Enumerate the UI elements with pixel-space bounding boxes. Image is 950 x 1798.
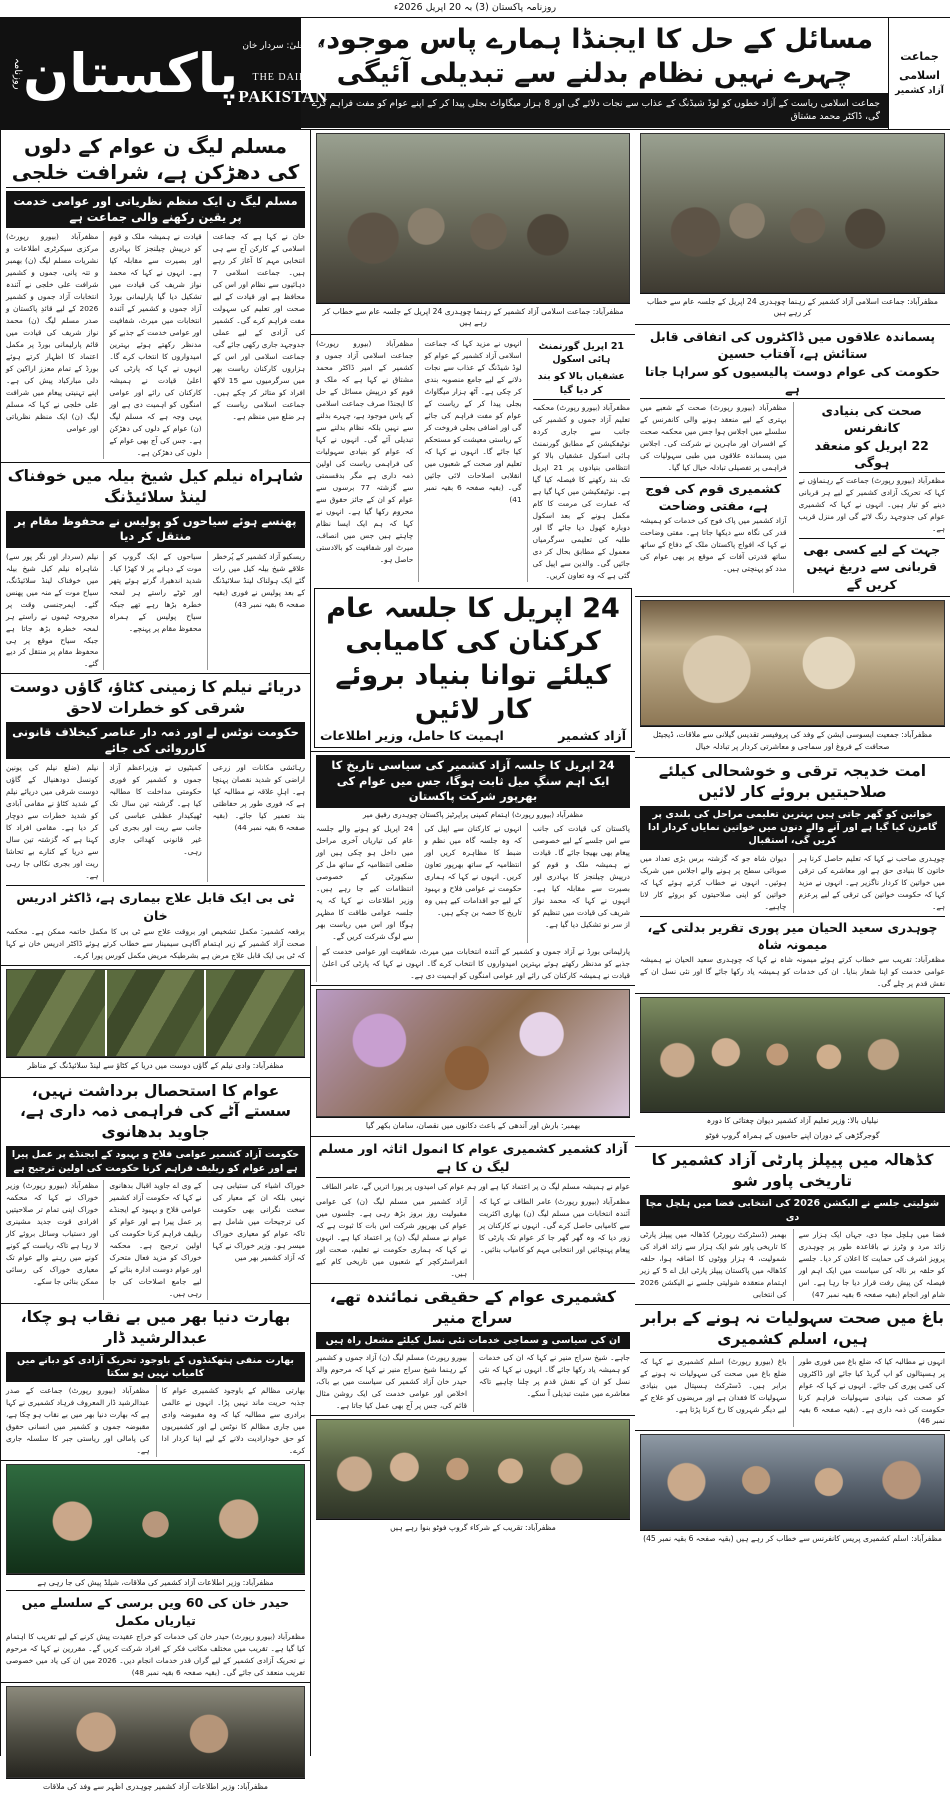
kashmir-army-body: آزاد کشمیر میں پاک فوج کی خدمات کو ہمیشہ قدر کی نگاہ سے دیکھا جاتا ہے۔ مفتی وضاحت نے کہا کہ افواج پاکستان ملک کے دفاع کے ساتھ ساتھ قدرتی آفات کے موقع پر بھی عوام کی مدد کو پہنچتی ہیں۔ [640,515,787,573]
article-health-conference [635,324,950,596]
center-bottom-photo-block [311,1415,635,1538]
newspaper-logo[interactable] [0,18,328,129]
food-minister-band: حکومت آزاد کشمیر عوامی فلاح و بہبود کے ایجنڈے پر عمل پیرا ہے اور عوام کو ریلیف فراہم کرنا حکومت کی اولین ترجیح ہے [6,1146,305,1177]
masthead [0,18,950,130]
health-conf-left-sub [640,402,787,593]
center-main-body-col3: پاکستان کی قیادت کی جانب سے اس جلسے کے لیے خصوصی پیغام بھی بھیجا جائے گا۔ قیادت نے ہمیشہ ملک و قوم کو درپیش چیلنجز کا بہادری اور بصیرت سے مقابلہ کیا ہے۔ انہوں نے کہا کہ محمد نواز شریف کی قیادت میں تنظیم کو از سر نو تشکیل دیا گیا ہے۔ [527,823,630,943]
landslide-photo [6,969,305,1057]
lead-headline: مسائل کے حل کا ایجنڈا ہمارے پاس موجود، چہرے نہیں نظام بدلنے سے تبدیلی آئیگی [315,24,874,90]
lead-sidebar [527,338,630,582]
jamaat-islami-logo[interactable] [888,18,950,129]
landslide-body-col3: ریسکیو آزاد کشمیر کے پُرخطر علاقے شیخ بیلہ کیل میں رات گئے ایک ہولناک لینڈ سلائیڈنگ کے بعد پولیس نے فوری (بقیہ صفحہ 6 بقیہ نمبر 43) [207,551,305,671]
health-conf-kicker-3: صحت کی بنیادی کانفرنس [821,402,922,436]
jihad-body: مظفرآباد (بیورو رپورٹ) جماعت کے رہنماؤں نے کہا کہ تحریک آزادی کشمیر کے لیے ہر قربانی دینے کو تیار ہیں۔ انہوں نے کہا کہ کشمیری عوام کی جدوجہد رنگ لائے گی اور منزل قریب ہے۔ [798,475,945,533]
siraj-munir-headline: کشمیری عوام کے حقیقی نمائندہ تھے، سراج منیر [329,1288,617,1327]
lead-photo-block [311,130,635,334]
center-mid-body-col1: آزاد کشمیر میں مسلم لیگ (ن) کی عوامی مقبولیت روز بروز بڑھ رہی ہے۔ جلسوں میں عوام کی بھرپور شرکت اس بات کا ثبوت ہے کہ عوام نے مسلم لیگ (ن) پر اعتماد کیا ہے۔ انہوں نے کہا کہ ہماری حکومت نے تعلیم، صحت اور انفراسٹرکچر کے شعبوں میں تاریخی کام کیے ہیں۔ [316,1197,467,1279]
article-river-erosion [1,673,310,965]
logo-wordmark-urdu: پاکستان [23,41,239,105]
debris-photo-block [311,985,635,1136]
center-main-body-col4: پارلیمانی بورڈ نے آزاد جموں و کشمیر کے آئندہ انتخابات میں میرٹ، شفافیت اور عوامی خدمت کے جذبے کو مدنظر رکھتے ہوئے بہترین امیدواروں کا انتخاب کرے گا۔ انہوں نے کہا کہ پارٹی کی اعلیٰ قیادت نے ہمیشہ کارکنان کی رائے اور عوامی امنگوں کو اہمیت دی ہے۔ [316,946,630,982]
landslide-headline-2: پھنسے ہوئے سیاحوں کو پولیس نے محفوظ مقام پر منتقل کر دیا [6,511,305,548]
lead-photo-caption: مظفرآباد: جماعت اسلامی آزاد کشمیر کے رہنما چوہدری 24 اپریل کے جلسہ عام سے خطاب کر رہے ہیں [316,303,630,331]
muslim-league-body-col1: مظفرآباد (بیورو رپورٹ) مرکزی سیکرٹری اطلاعات و نشریات مسلم لیگ (ن) بھمبر و تتہ پانی، جموں و کشمیر شرافت علی خلجی نے آئندہ انتخابات آزاد جموں و کشمیر 2026 کے لیے قائدِ پاکستان و صدر مسلم لیگ (ن) محمد نواز شریف کی قیادت میں قائم پارلیمانی بورڈ پر مکمل اعتماد کا اظہار کرتے ہوئے بورڈ کے تمام معزز اراکین کو دلی مبارکباد پیش کی ہے۔ اپنے تہنیتی پیغام میں شرافت علی خلجی نے کہا کہ مسلم لیگ (ن) ایک منظم نظریاتی اور عوامی [6,232,99,433]
group-photo-caption-1: نیلیاں بالا: وزیر تعلیم آزاد کشمیر دیوان چغتائی کا دورہ [640,1112,945,1128]
center-bottom-photo-caption: مظفرآباد: تقریب کے شرکاء گروپ فوٹو بنوا رہے ہیں [316,1519,630,1535]
center-main-banner: 24 اپریل کا جلسہ آزاد کشمیر کی سیاسی تاریخ کا ایک اہم سنگِ میل ثابت ہوگا، جس میں عوام کی بھرپور شرکت پاکستان [316,755,630,808]
ch-saeed-headline: چوہدری سعید الحیان میر پوری تقریر بدلتی کے، میمونہ شاہ [640,916,945,954]
bagh-health-headline: باغ میں صحت سہولیات نہ ہونے کے برابر ہیں، اسلم کشمیری [640,1308,945,1353]
lead-body-col1: مظفرآباد (بیورو رپورٹ) جماعت اسلامی آزاد جموں و کشمیر کے امیر ڈاکٹر محمد مشتاق نے کہا ہے کہ ملک و قوم کو درپیش مسائل کے حل کا ایجنڈا صرف جماعت اسلامی کے پاس موجود ہے، چہرے بدلنے سے نہیں بلکہ نظام بدلنے سے تبدیلی آئے گی۔ انہوں نے کہا کہ عوام کو بنیادی سہولیات کی فراہمی ریاست کی اولین ذمہ داری ہے مگر بدقسمتی سے گزشتہ 77 برسوں سے عوام کو ان کے جائز حقوق سے محروم رکھا گیا ہے۔ انہوں نے کہا کہ ہم ایک ایسا نظام چاہتے ہیں جس میں انصاف، میرٹ اور شفافیت کو بالادستی حاصل ہو۔ [316,338,414,564]
lead-photo [316,133,630,303]
river-erosion-headline: دریائے نیلم کا زمینی کٹاؤ، گاؤں دوست شرقی کو خطرات لاحق [9,678,302,718]
siraj-munir-body-col1: بیورو رپورٹ) مسلم لیگ (ن) آزاد جموں و کشمیر کے رہنما شیخ سراج منیر نے کہا کہ مرحوم والد حیدر خان آزاد کشمیر کی سیاست میں بے باک، اخلاص اور عوامی خدمت کی ایک روشن مثال قائم کی، جس پر آج بھی عمل کیا جاتا ہے۔ [316,1353,467,1411]
ppp-powershow-body-col1: بھمبر (ڈسٹرکٹ رپورٹر) کڈھالہ میں پیپلز پارٹی کا تاریخی پاور شو ایک ہزار سے زائد افراد کی شمولیت، 4 ہزار ووٹوں کا اضافہ ہوا، حلقہ کڈھالہ میں پاکستان پیپلز پارٹی ایل اے 5 کے زیر اہتمام منعقدہ شولیتی جلسے نے الیکشن 2026 کی انتخابی [640,1229,787,1299]
article-muslim-league [1,130,310,462]
landslide-photo-caption: مظفرآباد: وادی نیلم کے گاؤں دوست میں دریا کے کٹاؤ سے لینڈ سلائیڈنگ کے مناظر [6,1057,305,1073]
center-main-body-col2: انہوں نے کارکنان سے اپیل کی کہ وہ جلسہ گاہ میں نظم و ضبط کا مظاہرہ کریں اور انتظامیہ کے ساتھ بھرپور تعاون کریں۔ انہوں نے کہا کہ ہماری حکومت نے عوامی فلاح و بہبود کے لیے جو اقدامات کیے ہیں وہ تاریخ کا حصہ بن چکے ہیں۔ [418,823,521,943]
muslim-league-subband: مسلم لیگ ن ایک منظم نظریاتی اور عوامی خدمت پر یقین رکھنے والی جماعت ہے [6,191,305,228]
group-photo-block [635,993,950,1147]
tb-body: برقعہ کشمیر: مکمل تشخیص اور بروقت علاج سے ٹی بی کا مکمل خاتمہ ممکن ہے۔ محکمہ صحت آزاد کشمیر کے زیر اہتمام آگاہی سیمینار سے خطاب کرتے ہوئے ڈاکٹر ادریس خان نے کہا کہ ٹی بی ایک قابل علاج مرض ہے بشرطیکہ مریض مکمل کورس پورا کرے۔ [6,927,305,961]
landslide-body-col1: نیلم (سردار اور نگر پور سے) شاہراہ نیلم کیل شیخ بیلہ میں خوفناک لینڈ سلائیڈنگ، سیاح موت کے منہ میں پھنس گئے۔ ایمرجنسی وقت پر مجروحہ ٹیموں نے راستے ہر لمحہ خطرہ بڑھ جاتا ہے جبکہ سیاح موقع پر ہی محفوظ مقام پر منتقل کر دیے گئے۔ [6,551,99,669]
center-mid-band: عوام نے ہمیشہ مسلم لیگ ن پر اعتماد کیا ہے اور ہم عوام کی امیدوں پر پورا اتریں گے، عامر الطاف [321,1182,630,1192]
article-bagh-health [635,1304,950,1431]
health-conf-kicker-1: پسماندہ علاقوں میں ڈاکٹروں کی اتفاقی قابل ستائش ہے، آفتاب حسین [649,328,936,362]
lead-body-block [311,334,635,585]
right-bottom-photo-block [1,1682,310,1797]
umma-body-col2: چوہدری صاحب نے کہا کہ تعلیم حاصل کرنا ہر خاتون کا بنیادی حق ہے اور معاشرے کی ترقی میں خواتین کا کردار ناگزیر ہے۔ انہوں نے مزید کہا کہ حکومت خواتین کی ترقی کے لیے پرعزم ہے۔ [793,853,946,913]
india-exposed-band: بھارت منفی ہتھکنڈوں کے باوجود تحریک آزادی کو دبانے میں کامیاب نہیں ہو سکتا [6,1352,305,1383]
lead-sidebar-kicker-2: عشقیاں بالا کو بند کر دیا گیا [533,368,630,400]
food-minister-headline: عوام کا استحصال برداشت نہیں، سستے آٹے کی فراہمی ذمہ داری ہے، جاوید بدھانوی [19,1081,292,1142]
article-ppp-powershow [635,1146,950,1303]
ppp-powershow-headline-1: کڈھالہ میں پیپلز پارٹی آزاد کشمیر کا تاریخی پاور شو [651,1151,934,1191]
bagh-health-body-col2: انہوں نے مطالبہ کیا کہ ضلع باغ میں فوری طور پر ہسپتالوں کو اپ گریڈ کیا جائے اور ڈاکٹروں کی کمی پوری کی جائے۔ انہوں نے کہا کہ عوام کو صحت کی بنیادی سہولیات فراہم کرنا حکومت کی ذمہ داری ہے۔ (بقیہ صفحہ 6 بقیہ نمبر 46) [793,1356,946,1428]
center-main-headline-block [314,588,632,749]
column-left [635,130,950,1756]
center-main-body-col1: 24 اپریل کو ہونے والے جلسہ عام کی تیاریاں آخری مراحل میں داخل ہو چکی ہیں اور ضلعی انتظامیہ کے ساتھ مل کر سکیورٹی کے خصوصی انتظامات کیے جا رہے ہیں۔ وزیر اطلاعات نے کہا کہ یہ جلسہ عوامی طاقت کا مظہر ہوگا اور اس میں ریاست بھر سے لوگ شرکت کریں گے۔ [316,823,414,941]
landslide-photo-frame-2 [107,970,205,1056]
debris-photo [316,989,630,1117]
health-conf-kicker-4: 22 اپریل کو منعقد ہوگی [799,437,946,473]
logo-editor-line: مدیر اعلیٰ: سردار خان نیازی [242,41,328,65]
ji-logo-line-3: آزاد کشمیر [895,85,944,96]
haider-anniversary-headline: حیدر خان کی 60 ویں برسی کے سلسلے میں تیاریاں مکمل [6,1590,305,1629]
india-exposed-body-col2: بھارتی مظالم کے باوجود کشمیری عوام کا جذبہ حریت ماند نہیں پڑا۔ انہوں نے عالمی برادری سے مطالبہ کیا کہ وہ مقبوضہ وادی میں جاری مظالم کا نوٹس لے اور کشمیریوں کو حق خودارادیت دلانے کے لیے اپنا کردار ادا کرے۔ [156,1385,306,1457]
river-erosion-band: حکومت نوٹس لے اور ذمہ دار عناصر کیخلاف قانونی کارروائی کی جائے [6,722,305,759]
room-photo [640,600,945,726]
room-photo-block [635,596,950,757]
ji-logo-line-2: اسلامی [899,68,940,82]
umma-band: خواتین کو گھر جاتی ہیں بہترین تعلیمی مراحل کی بلندی پر گامزن کیا گیا ہے اور آنے والے دنوں میں خواتین نمایاں کردار ادا کریں گی، استقبال [640,806,945,850]
india-exposed-headline: بھارت دنیا بھر میں بے نقاب ہو چکا، عبدالرشید ڈار [20,1307,291,1347]
muslim-league-headline: مسلم لیگ ن عوام کے دلوں کی دھڑکن ہے، شرافت خلجی [6,133,305,188]
group-photo [640,997,945,1112]
column-middle [310,130,635,1756]
page-date-text: روزنامہ پاکستان (3) بہ 20 اپریل 2026ء [393,2,557,14]
center-mid-body-col2: مظفرآباد (بیورو رپورٹ) عامر الطاف نے کہا کہ آئندہ انتخابات میں مسلم لیگ (ن) بھاری اکثریت سے کامیابی حاصل کرے گی۔ انہوں نے کارکنان پر زور دیا کہ وہ گھر گھر جا کر عوام تک پارٹی کا پیغام پہنچائیں اور انتخابی مہم کو کامیاب بنائیں۔ [473,1196,630,1280]
ch-saeed-body: مظفرآباد: تقریب سے خطاب کرتے ہوئے میمونہ شاہ نے کہا کہ چوہدری سعید الحیان نے ہمیشہ عوامی خدمت کو اپنا شعار بنایا۔ ان کی خدمات کو ہمیشہ یاد رکھا جائے گا اور نئی نسل ان کے نقش قدم پر چلے گی۔ [640,954,945,988]
page-date-strip [0,0,950,18]
article-umma [635,757,950,993]
lead-sidebar-body: مظفرآباد (بیورو رپورٹ) محکمہ تعلیم آزاد جموں و کشمیر کی جانب سے جاری کردہ نوٹیفکیشن کے مطابق گورنمنٹ ہائی اسکول عشقیاں بالا کو انتظامی بنیادوں پر 21 اپریل تک بند رکھنے کا فیصلہ کیا گیا ہے۔ نوٹیفکیشن میں کہا گیا ہے کہ عمارت کی مرمت کا کام مکمل ہونے کے بعد اسکول دوبارہ کھول دیا جائے گا اور طلبہ کی تعلیمی سرگرمیاں معمول کے مطابق بحال کر دی جائیں گی۔ والدین سے اپیل کی گئی ہے کہ وہ تعاون کریں۔ [532,402,630,580]
center-main-headline: 24 اپریل کا جلسہ عام کرکنان کی کامیابی کیلئے توانا بنیاد بروئے کار لائیں [326,592,620,725]
left-lead-photo-block [635,130,950,324]
logo-english-the-daily: THE DAILY [252,71,314,83]
tb-headline: ٹی بی ایک قابل علاج بیماری ہے، ڈاکٹر ادریس خان [6,885,305,924]
health-conf-kicker-2: حکومت کی عوام دوست پالیسیوں کو سراہا جاتا ہے [640,363,945,399]
muslim-league-body-col3: خان نے کہا ہے کہ جماعت اسلامی کے کارکن آج سے ہی انتخابی مہم کا آغاز کر رہے ہیں۔ جماعت اسلامی 7 دہائیوں سے نظام اور اس کی محافظ ہے اور قیادت کے لیے صحت اور تعلیم کی سہولت مفت فراہم کرے گی۔ کشمیر کی آزادی کے لیے عملی جدوجہد جاری رکھی جائے گی، جماعت اسلامی اور اس کے ہزاروں کارکنان ریاست بھر میں سرگرمیوں سے 15 لاکھ افراد کو متاثر کر چکے ہیں۔ جماعت اسلامی ریاست کے ہر ضلع میں منظم ہے۔ [207,231,305,459]
logo-roznama-label: روزنامہ [12,57,23,90]
presser-photo-block [635,1430,950,1549]
bagh-health-body-col1: باغ (بیورو رپورٹ) اسلم کشمیری نے کہا کہ ضلع باغ میں صحت کی سہولیات نہ ہونے کے برابر ہیں۔ ڈسٹرکٹ ہسپتال میں بنیادی سہولیات کا فقدان ہے اور مریضوں کو علاج کے لیے دیگر شہروں کا رخ کرنا پڑتا ہے۔ [640,1356,787,1414]
content-grid [0,130,950,1792]
landslide-headline-1: شاہراہ نیلم کیل شیخ بیلہ میں خوفناک لینڈ سلائیڈنگ [7,466,304,506]
award-photo-caption: مظفرآباد: وزیر اطلاعات آزاد کشمیر کی ملاقات، شیلڈ پیش کی جا رہی ہے [6,1574,305,1590]
ppp-powershow-body-col2: فضا میں ہلچل مچا دی، جہاں ایک ہزار سے زائد مرد و وٹرز نے باقاعدہ طور پر چوہدری پرویز اشرف کی حمایت کا اعلان کر دیا۔ جلسے کو حلقہ بر نالہ کی سیاست میں ایک اہم اور فیصلہ کن پیش رفت قرار دیا جا رہا ہے۔ اس شام اور انجام (بقیہ صفحہ 6 بقیہ نمبر 47) [793,1229,946,1301]
health-conf-body: مظفرآباد (بیورو رپورٹ) صحت کے شعبے میں بہتری کے لیے منعقد ہونے والی کانفرنس کے سلسلے میں اجلاس ہوا جس میں محکمہ صحت کے افسران اور ماہرین نے شرکت کی۔ اجلاس میں پسماندہ علاقوں میں طبی سہولیات کی فراہمی پر تفصیلی تبادلہ خیال کیا گیا۔ [640,402,787,472]
haider-anniversary-body: مظفرآباد (بیورو رپورٹ) حیدر خان کی خدمات کو خراج عقیدت پیش کرنے کے لیے تقریب کا اہتمام کیا گیا ہے۔ تقریب میں مختلف مکاتب فکر کے افراد شرکت کریں گے۔ مقررین نے کہا کہ مرحوم نے تحریک آزادی کشمیر کے لیے گراں قدر خدمات انجام دیں۔ 2026 میں ان کی یاد میں خصوصی تقریب منعقد کی جائے گی۔ (بقیہ صفحہ 6 بقیہ نمبر 48) [6,1632,306,1678]
health-conf-right-sub [793,402,946,593]
presser-photo-caption: مظفرآباد: اسلم کشمیری پریس کانفرنس سے خطاب کر رہے ہیں (بقیہ صفحہ 6 بقیہ نمبر 45) [640,1530,945,1546]
lead-body-col2: انہوں نے مزید کہا کہ جماعت اسلامی آزاد کشمیر کے عوام کو لوڈ شیڈنگ کے عذاب سے نجات دلانے کے لیے جامع منصوبہ بندی کر چکی ہے۔ آٹھ ہزار میگاواٹ بجلی پیدا کر کے ریاست کے عوام کو مفت فراہم کی جائے گی اور اضافی بجلی فروخت کر کے ریاستی معیشت کو مستحکم کیا جائے گا۔ انہوں نے کہا کہ تعلیم اور صحت کے شعبوں میں انقلابی اصلاحات لائی جائیں گی۔ (بقیہ صفحہ 6 بقیہ نمبر 41) [418,338,521,582]
center-main-banner-block [311,751,635,985]
lead-sidebar-kicker-1: 21 اپریل گورنمنٹ ہائی اسکول [538,340,625,366]
article-center-mid [311,1136,635,1283]
river-erosion-body-col2: کمیٹیوں نے وزیراعظم آزاد جموں و کشمیر کو فوری حکومتی مداخلت کا مطالبہ کیا ہے۔ گزشتہ تین سال تک ٹھیکیدار عظمٰی عباسی کی جانب سے ریت اور بجری کی غیر قانونی کھدائی جاری رہی۔ [103,762,201,882]
article-landslide [1,462,310,674]
article-india-exposed [1,1303,310,1460]
left-lead-photo [640,133,945,293]
muslim-league-body-col2: قیادت نے ہمیشہ ملک و قوم کو درپیش چیلنجز کا بہادری اور بصیرت سے مقابلہ کیا ہے۔ انہوں نے کہا کہ محمد نواز شریف کی قیادت میں تشکیل دیا گیا پارلیمانی بورڈ آزاد جموں و کشمیر کے آئندہ انتخابات میں میرٹ، شفافیت اور عوامی خدمت کے جذبے کو مدنظر رکھتے ہوئے بہترین امیدواروں کا انتخاب کرے گا۔ انہوں نے کہا کہ پارٹی کی اعلیٰ قیادت نے ہمیشہ کارکنان کی رائے اور عوامی امنگوں کو اہمیت دی ہے اور یہی وجہ ہے کہ مسلم لیگ (ن) عوام کے دلوں کی دھڑکن ہے۔ جس کی آج بھی عوام کے دلوں کی دھڑکن ہے۔ [103,231,201,459]
award-photo-block [1,1460,310,1682]
umma-headline: امت خدیجہ ترقی و خوشحالی کیلئے صلاحیتیں بروئے کار لائیں [658,761,927,801]
india-exposed-body-col1: مظفرآباد (بیورو رپورٹ) جماعت کے صدر عبدالرشید ڈار المعروف فرہاد کشمیری نے کہا ہے کہ بھارت دنیا بھر میں بے نقاب ہو چکا ہے، مقبوضہ جموں و کشمیر میں انسانی حقوق کی پامالی اور ریاستی جبر کا سلسلہ جاری ہے۔ [6,1386,150,1456]
center-bottom-photo [316,1419,630,1519]
lead-headline-block [300,18,888,129]
lead-subheadline: جماعت اسلامی ریاست کے آزاد خطوں کو لوڈ شیڈنگ کے عذاب سے نجات دلائے گی اور 8 ہزار میگاواٹ بجلی پیدا کر کے اپنے عوام کو مفت فراہم کرے گی، ڈاکٹر محمد مشتاق [301,93,888,128]
article-siraj-munir [311,1283,635,1415]
river-erosion-body-col1: نیلم (ضلع نیلم کی یونین کونسل دودھنیال کے گاؤں دوست شرقی میں دریائے نیلم کے شدید کٹاؤ نے مقامی آبادی کو شدید خطرات سے دوچار کر دیا ہے۔ مقامی افراد کا کہنا ہے کہ گزشتہ تین سال سے دریا کے کنارے بے تحاشا ریت اور بجری نکالی جا رہی ہے۔ [6,763,99,881]
food-minister-body-col3: خوراک اشیاء کی ستیابی ہی نہیں بلکہ ان کے معیار کی سخت نگرانی بھی حکومت کی ترجیحات میں شامل ہے تاکہ عوام کو معیاری خوراک میسر ہو۔ وزیر خوراک نے کہا کہ آزاد کشمیر بھر میں [207,1180,305,1300]
column-right [0,130,310,1792]
article-food-minister [1,1077,310,1303]
river-erosion-body-col3: رہائشی مکانات اور زرعی اراضی کو شدید نقصان پہنچا ہے۔ اہلِ علاقہ نے مطالبہ کیا ہے کہ فوری طور پر حفاظتی بند تعمیر کیا جائے۔ (بقیہ صفحہ 6 بقیہ نمبر 44) [207,762,305,882]
siraj-munir-body-col2: جاہے۔ شیخ سراج منیر نے کہا کہ ان کی خدمات کو ہمیشہ یاد رکھا جائے گا۔ انہوں نے کہا کہ نئی نسل کو ان کے نقش قدم پر چلنا چاہیے تاکہ معاشرے میں مثبت تبدیلی آ سکے۔ [473,1352,630,1412]
food-minister-body-col1: مظفرآباد (بیورو رپورٹ) وزیر خوراک نے کہا کہ محکمہ خوراک اپنی تمام تر صلاحیتیں افرادی قوت جدید مشینری اور دستیاب وسائل بروئے کار لا رہا ہے تاکہ ریاست کے کونے کونے میں رہنے والے عوام تک معیاری خوراک کی رسائی ممکن بنائی جا سکے۔ [6,1180,99,1286]
jihad-headline: جہت کے لیے کسی بھی قربانی سے دریغ نہیں کریں گے [799,538,946,594]
right-bottom-photo-caption: مظفرآباد: وزیر اطلاعات آزاد کشمیر چوہدری اظہر سے وفد کی ملاقات [6,1778,305,1794]
landslide-photo-block [1,965,310,1076]
siraj-munir-band: ان کی سیاسی و سماجی خدمات نئی نسل کیلئے مشعل راہ ہیں [316,1332,630,1349]
right-bottom-photo [6,1686,305,1778]
left-lead-photo-caption: مظفرآباد: جماعت اسلامی آزاد کشمیر کے رہنما چوہدری 24 اپریل کے جلسہ عام سے خطاب کر رہے ہیں [640,293,945,321]
logo-english-pakistan: PAKISTAN [238,86,328,106]
umma-body-col1: دیوان شاہ جو کہ گزشتہ برس بڑی تعداد میں صوبائی سطح پر ہونے والے اجلاس میں شریک ہوئیں۔ انہوں نے خطاب کرتے ہوئے کہا کہ خواتین کو اپنی صلاحیتوں کو بروئے کار لانا چاہیے۔ [640,853,787,911]
debris-photo-caption: بھمبر: بارش اور آندھی کے باعث دکانوں میں نقصان، سامان بکھر گیا [316,1117,630,1133]
center-main-kicker-left: آزاد کشمیر [558,727,626,743]
award-photo [6,1464,305,1574]
food-minister-body-col2: کے وی اے جاوید اقبال بدھانوی نے کہا کہ حکومت آزاد کشمیر عوامی فلاح و بہبود کے ایجنڈے پر عمل پیرا ہے اور عوام کو ریلیف فراہم کرنا حکومت کی اولین ترجیح ہے۔ محکمہ خوراک کو مزید فعال متحرک اور عوام دوست ادارہ بنانے کے لیے جامع اصلاحات کی جا رہی ہیں۔ [103,1180,201,1300]
ji-logo-line-1: جماعت [900,50,939,64]
landslide-photo-frame-3 [7,970,105,1056]
kashmir-army-headline: کشمیری قوم کی فوج ہے، مفتی وضاحت [640,477,787,515]
ppp-powershow-headline-2: شولیتی جلسے نے الیکشن 2026 کی انتخابی فضا میں ہلچل مچا دی [640,1195,945,1226]
landslide-photo-frame-1 [206,970,304,1056]
presser-photo [640,1434,945,1530]
center-main-byline: مظفرآباد (بیورو رپورٹ) اہتمام کمپنی پراپرٹیز پاکستان چوہدری رفیق میر [362,809,584,819]
center-main-kicker-right: اہمیت کا حامل، وزیر اطلاعات [320,727,504,743]
center-mid-headline: آزاد کشمیر کشمیری عوام کا انمول اثاثہ اور مسلم لیگ ن کا ہے [316,1140,630,1178]
room-photo-caption: مظفرآباد: جمعیت ایسوسی ایشن کے وفد کی پروفیسر تقدیس گیلانی سے ملاقات، ڈیجیٹل صحافت کے فروغ اور سماجی و معاشرتی کردار پر تبادلہ خیال [640,726,945,754]
group-photo-caption-2: گوجرگڑھی کے دوران اپنے حامیوں کے ہمراہ گروپ فوٹو [705,1130,880,1140]
landslide-body-col2: سیاحوں کے ایک گروپ کو موت کے دہانے پر لا کھڑا کیا۔ شدید اندھیرا، گرتے ہوئے پتھر اور ٹوٹے راستے ہر لمحہ خطرہ بڑھا رہے تھے جبکہ سیاح پولیس کے ہمراہ محفوظ مقام پر پہنچے۔ [103,551,201,671]
